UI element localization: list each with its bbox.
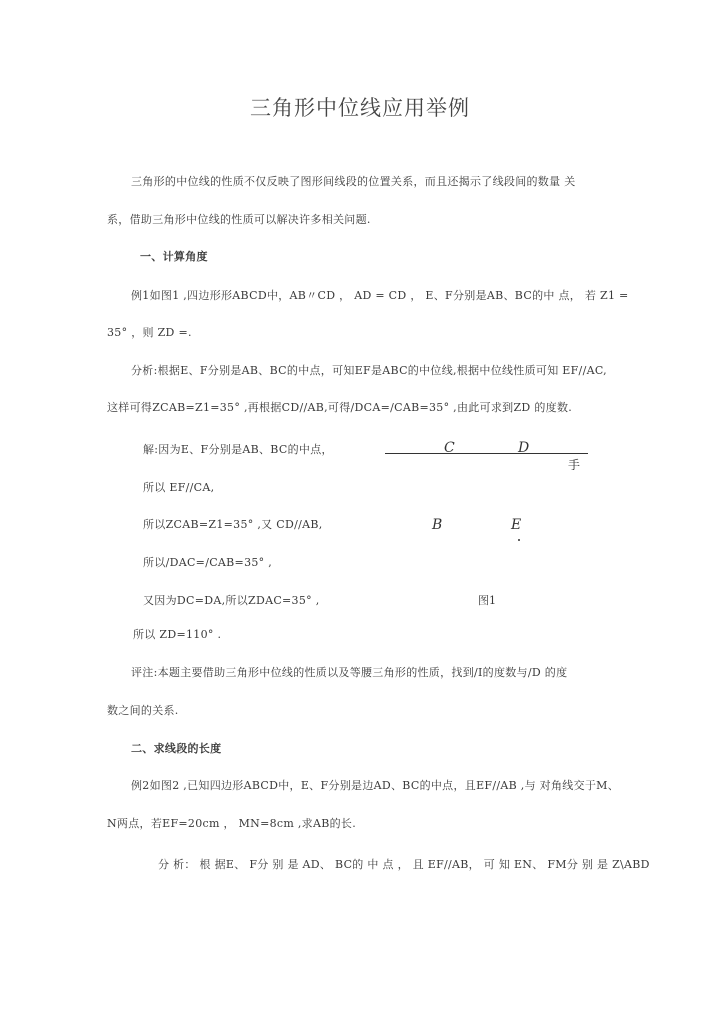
figure-1-top-line (385, 453, 588, 454)
example-2-line-1: 例2如图2 ,已知四边形ABCD中，E、F分别是边AD、BC的中点，且EF//AB ,与 对角线交于M、 (131, 779, 620, 792)
solution-line-4: 所以/DAC=/CAB=35° , (143, 556, 273, 569)
figure-1-label-hand: 手 (568, 458, 581, 472)
figure-1-label-c: C (444, 440, 455, 456)
solution-conclusion: 所以 ZD=110° . (133, 628, 222, 641)
figure-1-caption: 图1 (478, 594, 496, 607)
solution-line-2: 所以 EF//CA, (143, 481, 215, 494)
intro-line-2: 系，借助三角形中位线的性质可以解决许多相关问题. (107, 213, 371, 226)
intro-line-1: 三角形的中位线的性质不仅反映了图形间线段的位置关系，而且还揭示了线段间的数量 关 (131, 175, 576, 188)
analysis-1-line-2: 这样可得ZCAB=Z1=35° ,再根据CD//AB,可得/DCA=/CAB=35° ,由此可求到ZD 的度数. (107, 401, 573, 414)
figure-1-label-d: D (518, 440, 530, 456)
analysis-2-line-1: 分 析： 根 据E、 F分 别 是 AD、 BC的 中 点 ， 且 EF//AB， 可 知 EN、 FM分 别 是 Z\ABD (158, 858, 650, 871)
example-1-line-1: 例1如图1 ,四边形形ABCD中，AB〃CD ， AD = CD ， E、F分别是AB、BC的中 点， 若 Z1 = (131, 289, 629, 302)
solution-line-3: 所以ZCAB=Z1=35° ,又 CD//AB, (143, 518, 323, 531)
solution-line-5: 又因为DC=DA,所以ZDAC=35° , (143, 594, 320, 607)
page-title: 三角形中位线应用举例 (250, 96, 470, 120)
example-2-line-2: N两点，若EF=20cm ， MN=8cm ,求AB的长. (107, 817, 356, 830)
figure-1-point-dot (518, 539, 520, 541)
comment-1-line-2: 数之间的关系. (107, 704, 179, 717)
section-2-heading: 二、求线段的长度 (131, 742, 222, 755)
section-1-heading: 一、计算角度 (140, 250, 208, 263)
solution-line-1: 解:因为E、F分别是AB、BC的中点， (143, 443, 333, 456)
figure-1-label-e: E (511, 517, 522, 533)
figure-1-label-b: B (432, 517, 443, 533)
analysis-1-line-1: 分析:根据E、F分别是AB、BC的中点，可知EF是ABC的中位线,根据中位线性质可知 EF//AC, (131, 364, 607, 377)
comment-1-line-1: 评注:本题主要借助三角形中位线的性质以及等腰三角形的性质，找到/I的度数与/D 的度 (131, 666, 568, 679)
example-1-line-2: 35° ，则 ZD =. (107, 326, 192, 339)
